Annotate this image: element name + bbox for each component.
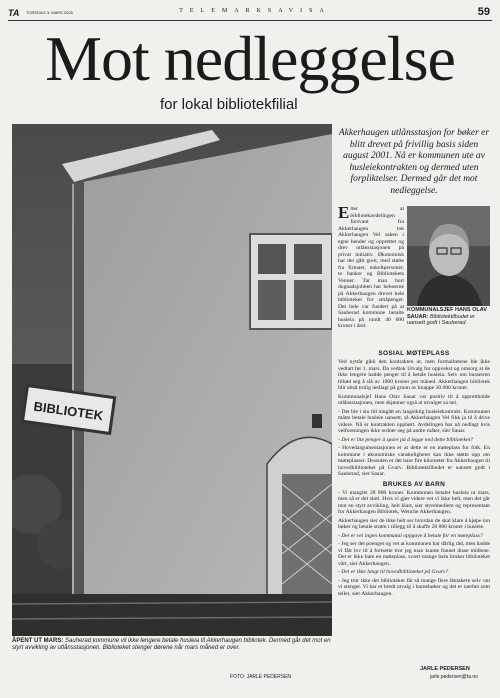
publication-name: TELEMARKSAVISA bbox=[179, 8, 331, 14]
paragraph: Ved nyttår gikk den kontrakten ut, men formalitetene ble ikke vedtatt før 1. mars. Da vedtok Utvalg for oppvekst og omsorg at de ikke lengere hadde penger til å betale husleia. Selv om busseiren tilbød seg å slå av 1000 kroner per måned. Akkerhaugen bibliotek blir altså trolig nedlagt på grunn av knappe 30 000 kroner. bbox=[338, 359, 490, 391]
section-heading: BRUKES AV BARN bbox=[382, 480, 446, 488]
portrait-caption-text: Bibliotektilbudet er uansett godt i Sauherad. bbox=[407, 313, 475, 326]
portrait-caption-label: KOMMUNALSJEF HANS OLAV SAUAR: bbox=[407, 307, 487, 320]
paragraph: - Det ble i sin tid inngått en langsiktig husleiekontrakt. Kommunen måtte betale husleie uansett, så Akkerhaugen Vel fikk ja til å drive videre. Nå er kontrakten opphørt. Avdelingen har nå nedlagt hvis velforeningen ikke ordner seg på andre måter, sier Sauar. bbox=[338, 408, 490, 434]
portrait-photo bbox=[407, 206, 490, 306]
paragraph: - Vi manglet 28 800 kroner. Kommunen betaler husleia ut mars, men så er det slutt. Hvis vi gjør videre vet vi ikke helt, men det går mot en styrt avvikling, helt klart, sier styremedlem og representant for Akkerhaugen Bibliotek, Wenche Akkerhaugen. bbox=[338, 489, 490, 515]
drop-cap: E bbox=[338, 203, 350, 222]
library-sign-text: BIBLIOTEK bbox=[32, 398, 105, 424]
paragraph: - Jeg ser det poenget og vet at kommunen har dårlig råd, men hadde vi fått lov til å fortsette tror jeg man kunne funnet disse midlene. Det er ikke bare en møteplass, svært mange barn bruker biblioteket vårt, sier Akkerhaugen. bbox=[338, 541, 490, 567]
caption-label: ÅPENT UT MARS: bbox=[12, 638, 64, 644]
portrait-illustration bbox=[407, 206, 490, 306]
paragraph: - Hovedargumentasjonen er at dette er en møteplass for folk. En kommune i økonomiske vanskeligheter kan ikke støtte opp om møteplasser. Dessuten er det bare fire kilometer fra Akkerhaugen til hovedbiblioteket på Gvarv. Bibliotektilbudet er uansett godt i Sauherad, sier Sauar. bbox=[338, 445, 490, 477]
issue-date: TORSDAG 3. MARS 2005 bbox=[26, 10, 73, 15]
portrait-caption bbox=[407, 307, 490, 327]
photo-caption bbox=[12, 638, 332, 652]
byline: JARLE PEDERSEN bbox=[420, 666, 470, 672]
intro-text: tter at bibliotekavdelingen forsvant fra Akkerhaugen tok Akkerhaugen Vel saken i egne hender og opprettet og drev utlånsstasjonen på privat initiativ. Økonomisk har det gått greit, med støtte fra firmaer, enkeltpersoner, to banker og Bibliotekets Venner. Tar man bort dugnadsjobben har beboerne på Akkerhaugen drevet hele biblioteket for småpenger. Det hele var fundert på at Sauherad kommune betalte husleia på rundt 40 000 kroner i året. bbox=[338, 206, 404, 329]
subheadline: for lokal bibliotekfilial bbox=[160, 96, 298, 113]
library-building-photo bbox=[12, 124, 332, 636]
photo-illustration bbox=[12, 124, 332, 636]
page-number: 59 bbox=[477, 6, 490, 18]
question-paragraph: - Det er ikke langt til hovedbiblioteket på Gvarv? bbox=[338, 569, 449, 575]
lead-paragraph: Akkerhaugen utlånsstasjon for bøker er blitt drevet på frivillig basis siden august 2001. Nå er kommunen ute av husleiekontrakten og dermed uten forpliktelser. Dermed går det mot nedleggelse. bbox=[338, 128, 490, 196]
photo-credit: FOTO: JARLE PEDERSEN bbox=[230, 674, 292, 680]
newspaper-logo: TA bbox=[8, 8, 20, 18]
section-heading: SOSIAL MØTEPLASS bbox=[378, 350, 450, 357]
question-paragraph: - Det er vel ingen kommunal oppgave å betale for en møteplass? bbox=[338, 532, 483, 539]
paragraph: - Jeg tror ikke det biblioteket får så mange flere låntakere selv om vi stenger. Vi har et bredt utvalg i barnebøker og det er nærhet som teller, sier Akkerhaugen. bbox=[338, 577, 490, 597]
caption-text: Sauherad kommune vil ikke lengere betale husleia til Akkerhaugen bibliotek. Dermed går det mot en styrt avvikling av utlånsstasjonen. Biblioteket stenger dørene når mars måned er over. bbox=[12, 638, 331, 651]
header-divider bbox=[8, 20, 492, 21]
paragraph: Akkerhaugen sier de ikke helt ser hvordan de skal klare å kjøpe inn bøker og betale strøm i tillegg til å skaffe 28 800 kroner i husleie. bbox=[338, 517, 490, 530]
byline-email: jarle.pedersen@ta.no bbox=[430, 674, 478, 680]
paragraph: Kommunalsjef Hans Olav Sauar var positiv til å opprettholde utlånsstasjonen, men skjønner også at utvalget sa nei. bbox=[338, 393, 490, 406]
article-body bbox=[338, 347, 490, 599]
headline: Mot nedleggelse bbox=[45, 23, 455, 94]
article-intro bbox=[338, 203, 404, 330]
question-paragraph: - Det er lite penger å spare på å legge ned dette biblioteket? bbox=[338, 436, 473, 443]
